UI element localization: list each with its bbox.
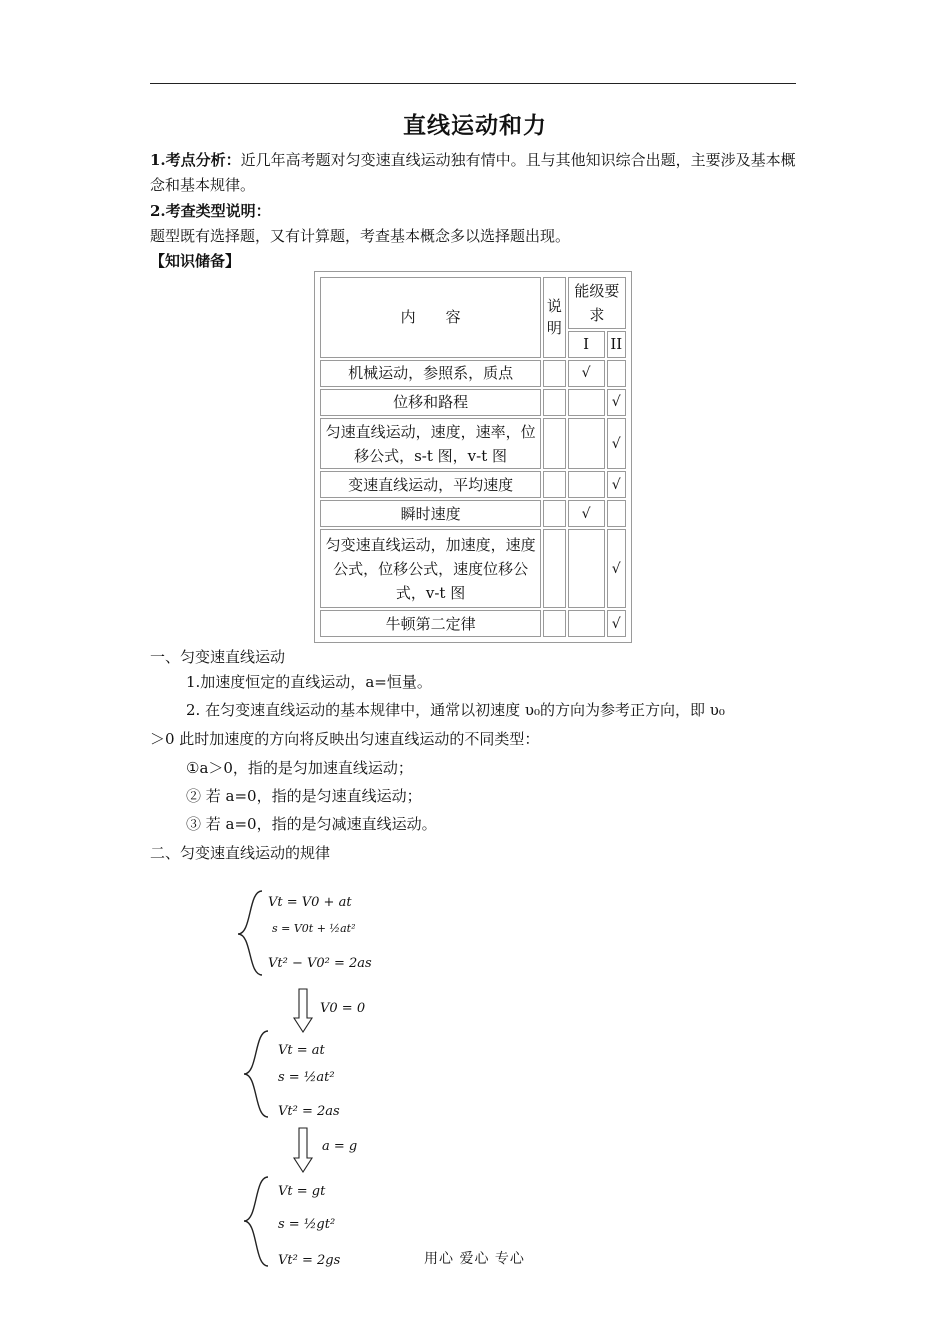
table-row [320,389,626,416]
footer-text: 用心 爱心 专心 [424,1251,525,1267]
condition-1: V0 = 0 [320,1001,366,1016]
table-cell-content: 瞬时速度 [320,500,541,527]
part1-item2-line1: 2. 在匀变速直线运动的基本规律中，通常以初速度 υ₀的方向为参考正方向，即 υ₀ [186,701,725,719]
table-cell-note [543,610,566,637]
table-cell-level-2: √ [607,471,627,498]
section-analysis-text: 近几年高考题对匀变速直线运动独有情中。且与其他知识综合出题，主要涉及基本概念和基本规律。 [150,151,796,194]
table-cell-level-1 [568,529,605,608]
table-cell-level-2 [607,360,627,387]
table-cell-level-2: √ [607,529,627,608]
table-row [320,360,626,387]
header-rule [150,83,796,84]
table-cell-level-1 [568,610,605,637]
table-cell-note [543,418,566,470]
formula-3-1: Vt = gt [278,1184,326,1199]
part1-item1: 1.加速度恒定的直线运动，a=恒量。 [186,673,432,691]
page-title: 直线运动和力 [403,113,547,139]
table-cell-note [543,529,566,608]
formula-1-2: s = V0t + ½at² [272,922,356,935]
table-header-level: 能级要求 [568,277,626,329]
part2-heading: 二、匀变速直线运动的规律 [150,844,331,862]
table-cell-content: 匀变速直线运动，加速度，速度公式，位移公式，速度位移公式，v-t 图 [320,529,541,608]
part1-item2-line2: ＞0 此时加速度的方向将反映出匀速直线运动的不同类型： [150,730,540,748]
table-row [320,529,626,608]
part1-heading: 一、匀变速直线运动 [150,648,286,666]
table-cell-content: 变速直线运动，平均速度 [320,471,541,498]
table-header-content: 内 容 [320,277,541,358]
condition-2: a = g [322,1139,358,1154]
table-cell-level-2: √ [607,418,627,470]
section-analysis [150,148,800,198]
table-row [320,418,626,470]
formula-1-1: Vt = V0 + at [268,895,352,910]
table-cell-level-2: √ [607,389,627,416]
section-type-label: 2.考查类型说明： [150,202,271,220]
down-arrow-icon [294,1128,312,1172]
table-cell-level-2 [607,500,627,527]
table-cell-content: 牛顿第二定律 [320,610,541,637]
table-cell-level-2: √ [607,610,627,637]
section-analysis-label: 1.考点分析： [150,151,241,169]
part1-case1: ①a＞0，指的是匀加速直线运动； [186,759,413,777]
part1-case3: ③ 若 a=0，指的是匀减速直线运动。 [186,815,437,833]
table-row [320,500,626,527]
brace-left-2 [244,1031,268,1117]
table-header-level-1: I [568,331,605,358]
part1-case2: ② 若 a=0，指的是匀速直线运动； [186,787,422,805]
table-header-note: 说明 [543,277,566,358]
table-cell-level-1: √ [568,500,605,527]
formula-3-3: Vt² = 2gs [278,1253,341,1268]
table-cell-level-1 [568,418,605,470]
knowledge-heading: 【知识储备】 [150,252,241,270]
table-cell-note [543,471,566,498]
table-cell-level-1 [568,389,605,416]
formula-1-3: Vt² − V0² = 2as [268,956,372,971]
table-row [320,471,626,498]
knowledge-table [314,271,632,643]
down-arrow-icon [294,989,312,1032]
table-cell-level-1: √ [568,360,605,387]
section-type-text: 题型既有选择题，又有计算题，考查基本概念多以选择题出现。 [150,227,571,245]
table-cell-note [543,360,566,387]
formula-2-1: Vt = at [278,1043,325,1058]
table-cell-content: 位移和路程 [320,389,541,416]
brace-left-1 [238,891,262,975]
table-cell-content: 机械运动，参照系，质点 [320,360,541,387]
table-cell-level-1 [568,471,605,498]
table-cell-note [543,389,566,416]
formula-2-2: s = ½at² [278,1070,335,1085]
formula-2-3: Vt² = 2as [278,1104,340,1119]
table-header-level-2: II [607,331,627,358]
formula-3-2: s = ½gt² [278,1217,336,1232]
table-cell-note [543,500,566,527]
brace-left-3 [244,1177,268,1266]
table-cell-content: 匀速直线运动，速度，速率，位移公式，s-t 图，v-t 图 [320,418,541,470]
table-row [320,610,626,637]
